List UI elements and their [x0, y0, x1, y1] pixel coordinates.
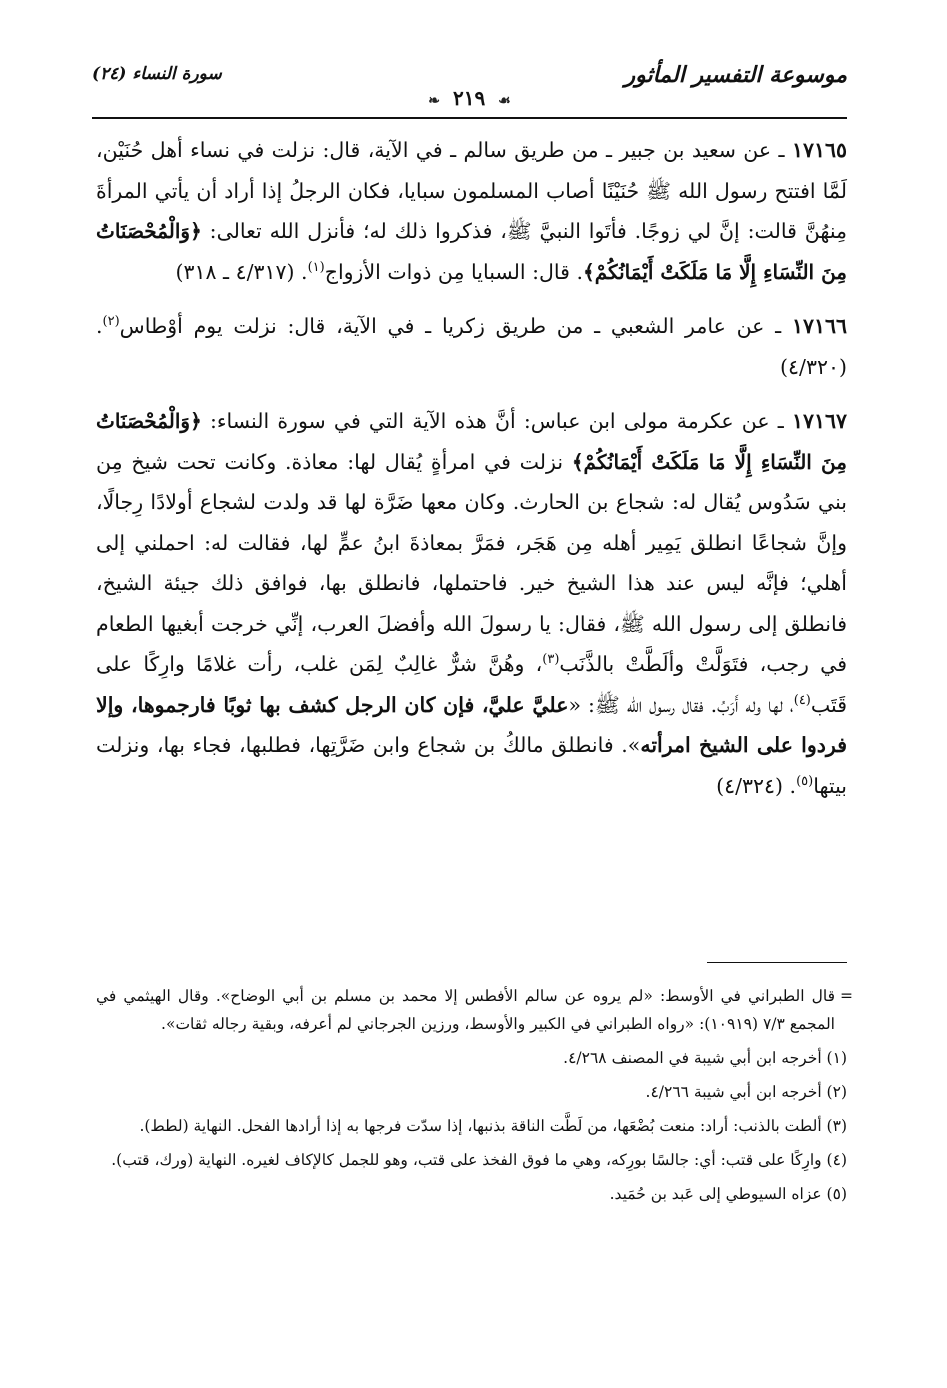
footnote-ref[interactable]: (٢): [102, 314, 120, 330]
hadith-text: .: [783, 773, 797, 798]
quran-verse: ﴿وَالْمُحْصَنَاتُ مِنَ النِّسَاءِ إِلَّا مَا مَلَكَتْ أَيْمَانُكُمْ﴾: [96, 409, 847, 474]
hadith-text: ». فانطلق مالكُ بن شجاع وابن ضَرَّتِها، فطلبها، فجاء بها، ونزلت بيتها: [96, 733, 847, 798]
volume-reference: (٤/٣٢٠): [780, 354, 847, 379]
hadith-text: نزلت في امرأةٍ يُقال لها: معاذة. وكانت تحت شيخ مِن بني سَدُوس يُقال له: شجاع بن الحارث. وكان معها ضَرَّة لها قد ولدت لشجاع أولادًا رِجالًا، وإنَّ شجاعًا انطلق يَمِير أهله مِن هَجَر، فمَرَّ بمعاذةَ ابنُ عمٍّ لها، فقالت له: احملني إلى أهلي؛ فإنَّه ليس عند هذا الشيخ خير. فاحتملها، فانطلق بها، فوافق ذلك جيئة الشيخ، فانطلق إلى رسول الله ﷺ، فقال: يا رسولَ الله وأفضلَ العرب، إنِّي خرجت أبغيها الطعام في رجب، فتَوَلَّتْ وألَطَّتْ بالذَّنَب: [96, 449, 848, 676]
volume-reference: (٤/٣١٧ ـ ٣١٨): [175, 259, 295, 284]
volume-reference: (٤/٣٢٤): [716, 773, 784, 798]
page-number: ٢١٩: [452, 86, 486, 110]
surah-label: سورة النساء (٢٤): [92, 64, 222, 84]
hadith-text: ـ عن عكرمة مولى ابن عباس: أنَّ هذه الآية التي في سورة النساء:: [201, 409, 784, 433]
footnote-item: (٣) ألطت بالذنب: أراد: منعت بُضْعَها، من لَطَّت الناقة بذنبها، إذا سدّت فرجها به إذا أرادها الفحل. النهاية (لطط).: [139, 1117, 847, 1135]
footnote-item: (١) أخرجه ابن أبي شيبة في المصنف ٤/٢٦٨.: [563, 1049, 847, 1067]
footnote-ref[interactable]: (٣): [542, 652, 560, 668]
ornament-icon: ❧: [428, 93, 440, 109]
hadith-text: ، وهُنَّ شرٌّ غالِبٌ لِمَن غلب، رأت غلامًا وارِكًا على قَتَب: [96, 652, 847, 717]
hadith-text: .: [96, 314, 103, 338]
quran-verse: ﴿وَالْمُحْصَنَاتُ مِنَ النِّسَاءِ إِلَّا مَا مَلَكَتْ أَيْمَانُكُمْ﴾: [96, 219, 847, 284]
hadith-number: ١٧١٦٦: [791, 314, 847, 338]
footnote-ref[interactable]: (٤): [793, 692, 811, 708]
main-text: [96, 130, 847, 820]
hadith-entry: [96, 306, 847, 387]
hadith-entry: [96, 130, 847, 292]
header-divider: [92, 117, 847, 119]
book-title: موسوعة التفسير المأثور: [624, 62, 847, 88]
prophet-saying: عليَّ عليَّ، فإن كان الرجل كشف بها ثوبًا فارجموها، وإلا فردوا على الشيخ امرأته: [96, 692, 847, 757]
hadith-text: . قال: السبايا مِن ذوات الأزواج: [324, 259, 584, 284]
footnote-item: (٤) وارِكًا على قتب: أي: جالسًا بورِكه، وهي ما فوق الفخذ على قتب، وهو للجمل كالإكاف لغيره. النهاية (ورك، قتب).: [111, 1151, 847, 1169]
hadith-text: ـ عن سعيد بن جبير ـ من طريق سالم ـ في الآية، قال: نزلت في نساء أهل حُنَيْن، لَمَّا افتتح رسول الله ﷺ حُنَيْنًا أصاب المسلمون سبايا، فكان الرجلُ إذا أراد أن يأتي المرأةَ مِنهُنَّ قالت: إنَّ لي زوجًا. فأتَوا النبيَّ ﷺ، فذكروا ذلك له؛ فأنزل الله تعالى:: [96, 138, 847, 243]
footnote-ref[interactable]: (١): [307, 259, 325, 275]
hadith-number: ١٧١٦٥: [791, 138, 847, 162]
hadith-entry: [96, 401, 847, 806]
hadith-text: ، لها وله أَرَبُ. فقال رسول الله ﷺ: «: [568, 692, 794, 717]
footnotes: [96, 982, 853, 1214]
footnote-continuation: [96, 982, 853, 1038]
footnote-item: (٢) أخرجه ابن أبي شيبة ٤/٢٦٦.: [645, 1083, 847, 1101]
footnote-item: (٥) عزاه السيوطي إلى عَبد بن حُمَيد.: [609, 1185, 847, 1203]
footnote-divider: [707, 962, 847, 963]
hadith-number: ١٧١٦٧: [791, 409, 847, 433]
footnote-ref[interactable]: (٥): [796, 773, 814, 789]
continuation-mark: =: [840, 987, 853, 1005]
footnote-text: قال الطبراني في الأوسط: «لم يروه عن سالم الأفطس إلا محمد بن مسلم بن أبي الوضاح». وقال الهيثمي في المجمع ٧/٣ (١٠٩١٩): «رواه الطبراني في الكبير والأوسط، ورزين الجرجاني لم أعرفه، وبقية رجاله ثقات».: [96, 987, 835, 1033]
hadith-text: .: [294, 259, 308, 284]
ornament-icon: ☙: [498, 93, 511, 109]
page-number-line: [92, 86, 847, 110]
hadith-text: ـ عن عامر الشعبي ـ من طريق زكريا ـ في الآية، قال: نزلت يوم أوْطاس: [119, 314, 782, 338]
page-header: [92, 62, 847, 110]
